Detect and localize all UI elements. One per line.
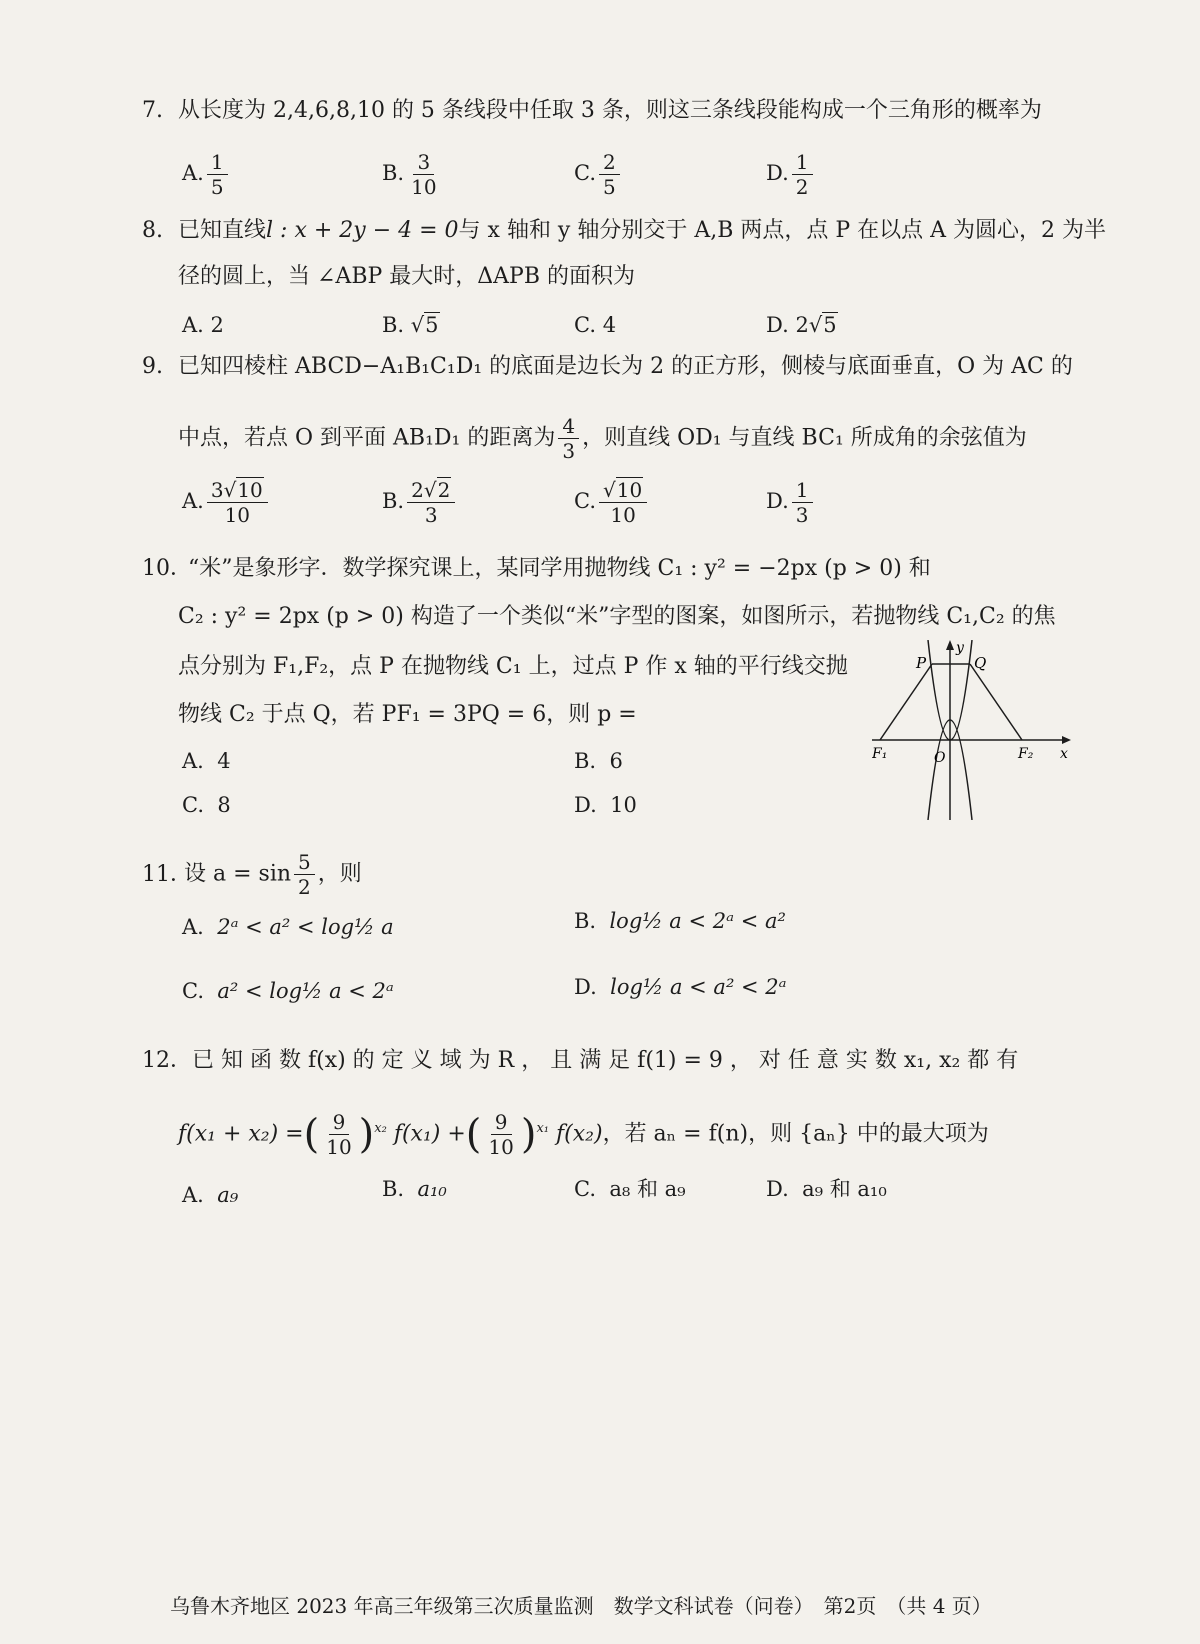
question-10-line-4: 物线 C₂ 于点 Q，若 PF₁ = 3PQ = 6，则 p =: [178, 702, 637, 727]
question-number: 11．: [142, 861, 192, 887]
q12-option-b: B. a₁₀: [382, 1177, 447, 1201]
q9-option-d: D. $\frac{1}{3}$: [766, 478, 816, 527]
distance-fraction: $\frac{4}{3}$: [558, 414, 579, 463]
q7-option-b: B. $\frac{3}{10}$: [382, 150, 437, 199]
q7-option-c: C. $\frac{2}{5}$: [574, 150, 623, 199]
question-number: 9.: [142, 354, 163, 379]
label-x: x: [1060, 746, 1068, 762]
segment-qf2: [970, 664, 1022, 740]
label-y: y: [956, 640, 964, 656]
q11-option-d: D. log½ a < a² < 2ᵃ: [574, 975, 787, 999]
q11-option-b: B. log½ a < 2ᵃ < a²: [574, 909, 786, 933]
q8-option-d: D. 2√5: [766, 313, 837, 337]
parabola-figure: [872, 640, 1072, 820]
q11-option-c: C. a² < log½ a < 2ᵃ: [182, 979, 394, 1003]
question-8-stem: 8. 已知直线l : x + 2y − 4 = 0与 x 轴和 y 轴分别交于 A,B 两点，点 P 在以点 A 为圆心，2 为半: [142, 216, 1106, 246]
page-footer: 乌鲁木齐地区 2023 年高三年级第三次质量监测 数学文科试卷（问卷） 第2页 （共 4 页）: [170, 1594, 992, 1618]
label-q: Q: [974, 654, 987, 672]
segment-pf1: [880, 664, 932, 740]
label-o: O: [934, 750, 946, 766]
q7-option-a: A. $\frac{1}{5}$: [182, 150, 231, 199]
question-9-stem: 9. 已知四棱柱 ABCD−A₁B₁C₁D₁ 的底面是边长为 2 的正方形，侧棱与底面垂直，O 为 AC 的: [142, 352, 1073, 382]
question-number: 10．: [142, 556, 192, 581]
q8-option-c: C. 4: [574, 313, 617, 337]
question-9-line-2: 中点，若点 O 到平面 AB₁D₁ 的距离为 $\frac{4}{3}$ ，则直线 OD₁ 与直线 BC₁ 所成角的余弦值为: [178, 414, 1027, 463]
q10-option-c: C. 8: [182, 793, 231, 817]
q9-option-b: B. $\frac{2√2}{3}$: [382, 478, 458, 527]
label-f1: F₁: [872, 746, 888, 762]
question-12-stem: 12．已 知 函 数 f(x) 的 定 义 域 为 R ， 且 满 足 f(1) = 9 ， 对 任 意 实 数 x₁, x₂ 都 有: [142, 1046, 1018, 1076]
y-axis-arrow: [946, 640, 954, 650]
q9-option-a: A. $\frac{3√10}{10}$: [182, 478, 271, 527]
question-number: 8.: [142, 218, 163, 243]
q10-option-b: B. 6: [574, 749, 623, 773]
q10-option-a: A. 4: [182, 749, 231, 773]
line-equation: l : x + 2y − 4 = 0: [266, 218, 459, 243]
q12-option-a: A. a₉: [182, 1183, 239, 1207]
question-10-line-3: 点分别为 F₁,F₂，点 P 在抛物线 C₁ 上，过点 P 作 x 轴的平行线交抛: [178, 654, 848, 679]
x-axis-arrow: [1062, 736, 1071, 744]
q8-option-b: B. √5: [382, 313, 439, 337]
question-12-equation: f(x₁ + x₂) =( $\frac{9}{10}$ )$^{x_2}$ f(x₁) +( $\frac{9}{10}$ )$^{x_1}$ f(x₂)，若 aₙ = f(n)，则 {aₙ} 中的最大项为: [178, 1110, 989, 1159]
label-p: P: [916, 654, 927, 672]
q11-option-a: A. 2ᵃ < a² < log½ a: [182, 915, 394, 939]
q7-option-d: D. $\frac{1}{2}$: [766, 150, 816, 199]
question-number: 7.: [142, 98, 163, 123]
q10-option-d: D. 10: [574, 793, 637, 817]
question-7-stem: [142, 96, 1042, 126]
question-10-stem: 10．“米”是象形字．数学探究课上，某同学用抛物线 C₁ : y² = −2px (p > 0) 和: [142, 554, 931, 584]
question-10-line-2: C₂ : y² = 2px (p > 0) 构造了一个类似“米”字型的图案，如图所示，若抛物线 C₁,C₂ 的焦: [178, 604, 1056, 629]
question-8-line-2: 径的圆上，当 ∠ABP 最大时，ΔAPB 的面积为: [178, 264, 636, 289]
question-number: 12．: [142, 1048, 192, 1073]
q9-option-c: C. $\frac{√10}{10}$: [574, 478, 650, 527]
label-f2: F₂: [1018, 746, 1034, 762]
q12-option-c: C. a₈ 和 a₉: [574, 1177, 686, 1201]
question-11-stem: 11．设 a = sin $\frac{5}{2}$ ，则: [142, 850, 362, 899]
q12-option-d: D. a₉ 和 a₁₀: [766, 1177, 887, 1201]
question-text: 从长度为 2,4,6,8,10 的 5 条线段中任取 3 条，则这三条线段能构成一个三角形的概率为: [178, 98, 1042, 123]
q8-option-a: A. 2: [182, 313, 224, 337]
